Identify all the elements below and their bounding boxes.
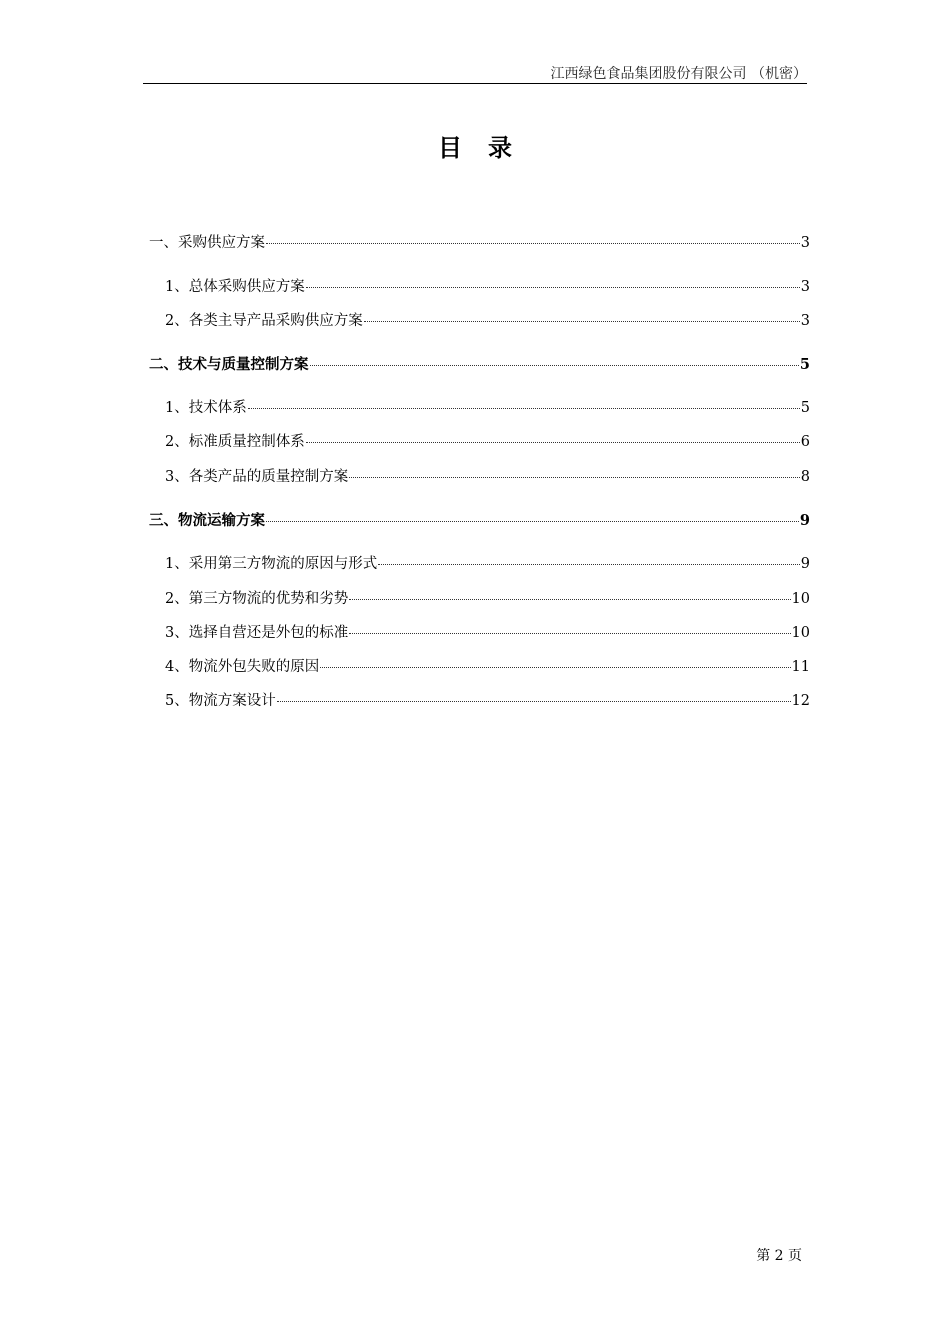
toc-entry-page: 3 <box>800 235 810 251</box>
page-title: 目录 <box>438 133 538 162</box>
toc-entry-page: 9 <box>799 512 810 529</box>
toc-entry-page: 8 <box>800 469 810 485</box>
toc-entry-label: 一、采购供应方案 <box>149 235 265 251</box>
toc-dot-leader <box>349 633 790 634</box>
toc-entry[interactable] <box>165 277 810 297</box>
toc-dot-leader <box>266 243 800 244</box>
toc-dot-leader <box>277 701 791 702</box>
toc-entry-page: 11 <box>791 659 810 675</box>
toc-entry[interactable] <box>165 691 810 711</box>
toc-dot-leader <box>310 365 799 366</box>
toc-entry-label: 3、选择自营还是外包的标准 <box>165 625 349 641</box>
toc-entry-label: 4、物流外包失败的原因 <box>165 659 320 675</box>
toc-entry-label: 三、物流运输方案 <box>149 512 265 529</box>
page-number: 第 2 页 <box>756 1248 802 1264</box>
toc-entry-label: 二、技术与质量控制方案 <box>149 356 309 373</box>
header-divider <box>143 83 807 84</box>
toc-entry[interactable] <box>165 623 810 643</box>
toc-entry-page: 6 <box>800 434 810 450</box>
toc-entry-page: 3 <box>800 313 810 329</box>
toc-dot-leader <box>364 321 800 322</box>
toc-entry-label: 3、各类产品的质量控制方案 <box>165 469 349 485</box>
page-header <box>480 66 807 82</box>
toc-dot-leader <box>378 564 800 565</box>
toc-entry-label: 2、第三方物流的优势和劣势 <box>165 591 349 607</box>
toc-entry[interactable] <box>165 554 810 574</box>
toc-dot-leader <box>349 477 800 478</box>
toc-entry[interactable] <box>165 398 810 418</box>
toc-entry[interactable] <box>149 355 810 375</box>
toc-entry-page: 10 <box>791 591 810 607</box>
toc-dot-leader <box>306 442 800 443</box>
toc-dot-leader <box>266 521 799 522</box>
toc-entry-page: 3 <box>800 279 810 295</box>
toc-entry-page: 5 <box>800 400 810 416</box>
toc-entry-label: 1、技术体系 <box>165 400 247 416</box>
toc-entry-label: 2、标准质量控制体系 <box>165 434 305 450</box>
toc-entry-label: 2、各类主导产品采购供应方案 <box>165 313 363 329</box>
toc-entry[interactable] <box>165 432 810 452</box>
toc-entry[interactable] <box>165 311 810 331</box>
toc-entry[interactable] <box>165 589 810 609</box>
toc-entry-page: 10 <box>791 625 810 641</box>
toc-entry-page: 5 <box>799 356 810 373</box>
toc-entry-page: 9 <box>800 556 810 572</box>
toc-entry-label: 5、物流方案设计 <box>165 693 276 709</box>
toc-dot-leader <box>248 408 800 409</box>
toc-entry-label: 1、采用第三方物流的原因与形式 <box>165 556 378 572</box>
toc-entry[interactable] <box>165 467 810 487</box>
toc-entry-page: 12 <box>791 693 810 709</box>
toc-dot-leader <box>349 599 790 600</box>
toc-entry[interactable] <box>149 511 810 531</box>
header-company: 江西绿色食品集团股份有限公司 <box>550 66 747 82</box>
toc-dot-leader <box>306 287 800 288</box>
toc-entry[interactable] <box>149 233 810 253</box>
header-confidential-note: （机密） <box>751 66 807 82</box>
toc-entry-label: 1、总体采购供应方案 <box>165 279 305 295</box>
toc-dot-leader <box>320 667 790 668</box>
toc-entry[interactable] <box>165 657 810 677</box>
